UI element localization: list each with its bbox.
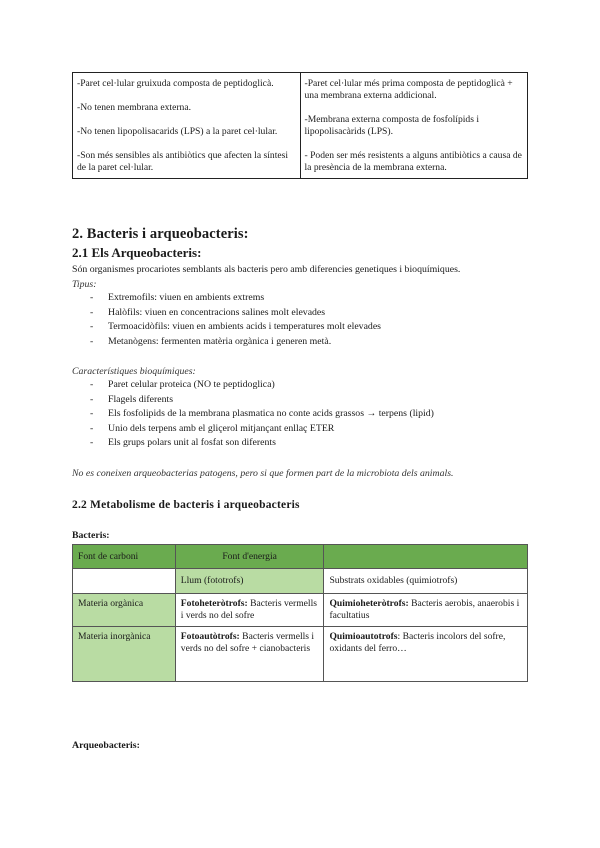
- row-label-organic: Materia orgànica: [73, 594, 176, 627]
- biochem-label: Característiques bioquímiques:: [72, 366, 196, 377]
- cell-text: Bacteris vermells i verds no del sofre: [180, 598, 317, 621]
- subheader-light: Llum (fototrofs): [175, 569, 324, 594]
- bacteria-label: Bacteris:: [72, 530, 110, 541]
- comparison-item: -No tenen membrana externa.: [77, 102, 192, 113]
- comparison-item: -Son més sensibles als antibiòtics que afecten la síntesi de la paret cel·lular.: [77, 150, 289, 173]
- cell-term: Quimioautotrofs: [329, 631, 398, 642]
- types-label: Tipus:: [72, 279, 97, 290]
- comparison-item: -Paret cel·lular més prima composta de peptidoglicà + una membrana externa addicional.: [304, 78, 513, 101]
- archaea-label: Arqueobacteris:: [72, 740, 140, 751]
- comparison-item: -No tenen lipopolisacarids (LPS) a la paret cel·lular.: [77, 126, 278, 137]
- cell-photoautotrophs: [175, 627, 324, 682]
- subsection-heading-metabolism: 2.2 Metabolisme de bacteris i arqueobacteris: [72, 499, 300, 511]
- cell-text: Bacteris aerobis, anaerobis i facultatius: [329, 598, 520, 621]
- subheader-empty: [73, 569, 176, 594]
- gram-comparison-table: [72, 72, 528, 179]
- gram-negative-cell: [300, 73, 528, 179]
- list-item: - Metanògens: fermenten matèria orgànica i generen metà.: [90, 335, 381, 350]
- list-item: - Extremofils: viuen en ambients extrems: [90, 291, 381, 306]
- table-row: [73, 594, 528, 627]
- list-item: - Els grups polars unit al fosfat son diferents: [90, 436, 434, 451]
- intro-paragraph: Són organismes procariotes semblants als bacteris pero amb diferencies genetiques i bioquímiques.: [72, 264, 461, 275]
- cell-term: Quimioheteròtrofs:: [329, 598, 409, 609]
- subsection-heading-archaea: 2.1 Els Arqueobacteris:: [72, 245, 202, 260]
- cell-term: Fotoautòtrofs:: [180, 631, 240, 642]
- cell-chemoautotrophs: [324, 627, 528, 682]
- table-subheader-row: [73, 569, 528, 594]
- comparison-item: -Membrana externa composta de fosfolípids i lipopolisacàrids (LPS).: [304, 114, 480, 137]
- comparison-item: -Paret cel·lular gruixuda composta de peptidoglicà.: [77, 78, 274, 89]
- types-list: [90, 291, 381, 349]
- list-item: - Paret celular proteica (NO te peptidoglica): [90, 378, 434, 393]
- section-heading: 2. Bacteris i arqueobacteris:: [72, 226, 249, 242]
- header-carbon-source: Font de carboni: [73, 545, 176, 569]
- cell-text: Bacteris vermells i verds no del sofre + cianobacteris: [180, 631, 315, 654]
- header-empty: [324, 545, 528, 569]
- metabolism-table: [72, 544, 528, 682]
- cell-text: : Bacteris incolors del sofre, oxidants del ferro…: [329, 631, 506, 654]
- cell-chemoheterotrophs: [324, 594, 528, 627]
- list-item: - Flagels diferents: [90, 393, 434, 408]
- list-item: - Els fosfolipids de la membrana plasmatica no conte acids grassos → terpens (lipid): [90, 407, 434, 422]
- cell-term: Fotoheteròtrofs:: [180, 598, 248, 609]
- note-paragraph: No es coneixen arqueobacterias patogens, pero si que formen part de la microbiota dels animals.: [72, 468, 454, 479]
- list-item: - Termoacidòfils: viuen en ambients acids i temperatures molt elevades: [90, 320, 381, 335]
- list-item: - Unio dels terpens amb el gliçerol mitjançant enllaç ETER: [90, 422, 434, 437]
- subheader-chemical: Substrats oxidables (quimiotrofs): [324, 569, 528, 594]
- comparison-item: - Poden ser més resistents a alguns antibiòtics a causa de la presència de la membrana externa.: [304, 150, 522, 173]
- table-row: [73, 73, 528, 179]
- row-label-inorganic: Materia inorgànica: [73, 627, 176, 682]
- biochem-list: [90, 378, 434, 451]
- table-row: [73, 627, 528, 682]
- table-header-row: [73, 545, 528, 569]
- gram-positive-cell: [73, 73, 301, 179]
- list-item: - Halòfils: viuen en concentracions salines molt elevades: [90, 306, 381, 321]
- header-energy-source: Font d'energia: [175, 545, 324, 569]
- cell-photoheterotrophs: [175, 594, 324, 627]
